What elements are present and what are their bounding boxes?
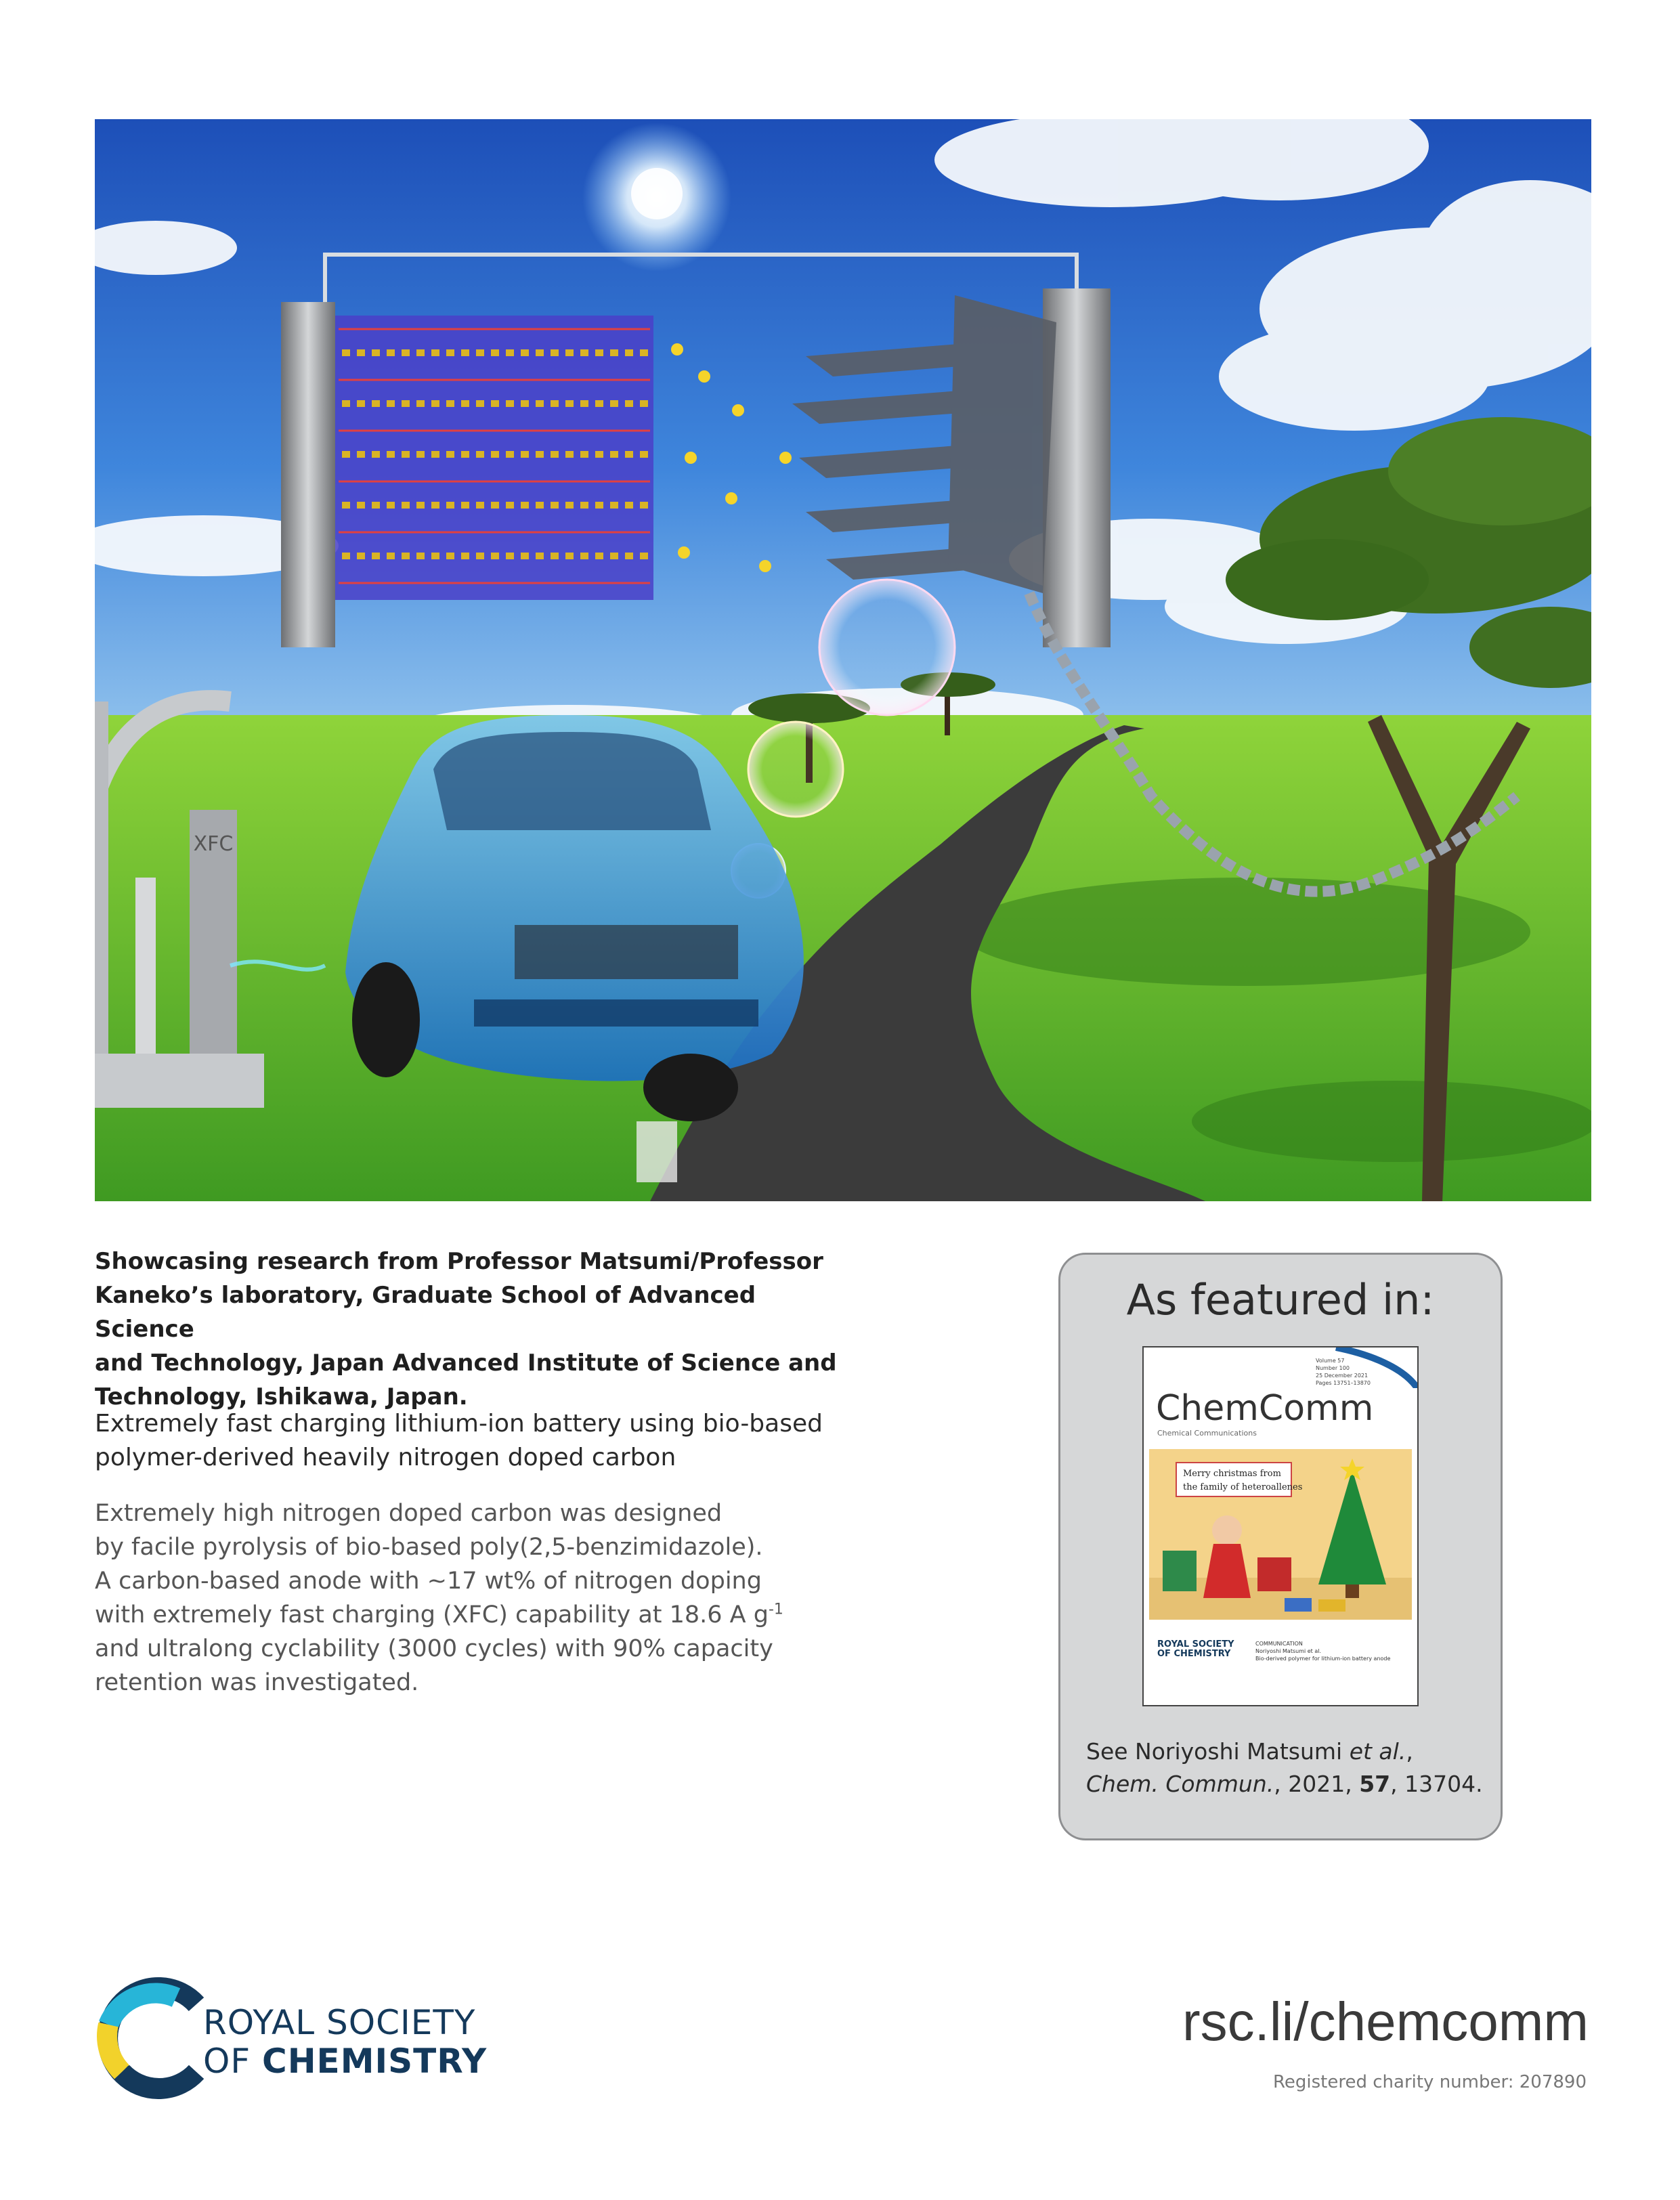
rsc-wordmark-line1: ROYAL SOCIETY [203, 2003, 476, 2042]
anode-pillar [281, 302, 335, 647]
abstract-line: A carbon-based anode with ~17 wt% of nitrogen doping [95, 1568, 762, 1595]
cover-banner-line: the family of heteroallenes [1183, 1482, 1303, 1492]
cover-comm-title: Bio-derived polymer for lithium-ion battery anode [1255, 1656, 1391, 1662]
citation-comma: , [1406, 1738, 1413, 1765]
cover-comm-type: COMMUNICATION [1255, 1641, 1303, 1647]
layered-cathode-structure [335, 316, 653, 600]
cover-journal-name: ChemComm [1156, 1388, 1374, 1429]
cover-issue-meta [1316, 1357, 1397, 1387]
cover-illustration [95, 119, 1591, 1201]
showcase-line: Technology, Ishikawa, Japan. [95, 1383, 468, 1410]
citation [1086, 1735, 1483, 1800]
journal-cover-thumbnail[interactable] [1142, 1346, 1419, 1706]
rsc-wordmark-line2 [203, 2042, 487, 2081]
cover-publisher-line: OF CHEMISTRY [1157, 1649, 1231, 1659]
superscript: -1 [768, 1601, 783, 1618]
cover-meta-line: Volume 57 [1316, 1358, 1345, 1364]
citation-journal: Chem. Commun. [1086, 1771, 1274, 1797]
cover-publisher-line: ROYAL SOCIETY [1157, 1639, 1234, 1649]
abstract-line: by facile pyrolysis of bio-based poly(2,5-benzimidazole). [95, 1534, 763, 1561]
article-title-line: polymer-derived heavily nitrogen doped carbon [95, 1444, 676, 1471]
article-title [95, 1407, 860, 1475]
cover-meta-line: Pages 13751–13870 [1316, 1380, 1371, 1386]
showcase-text [95, 1245, 860, 1414]
battery-car-scene [95, 119, 1591, 1201]
abstract-line [95, 1598, 806, 1632]
rsc-chemistry: CHEMISTRY [262, 2042, 488, 2081]
cover-meta-line: 25 December 2021 [1316, 1373, 1369, 1379]
abstract-line: and ultralong cyclability (3000 cycles) with 90% capacity [95, 1635, 773, 1662]
abstract-line: retention was investigated. [95, 1669, 419, 1696]
citation-pages: , 13704. [1390, 1771, 1483, 1797]
bubble [819, 580, 955, 715]
cover-communication-blurb [1255, 1640, 1404, 1662]
showcase-line: Kaneko’s laboratory, Graduate School of Advanced Science [95, 1282, 756, 1343]
rsc-of: OF [203, 2042, 263, 2081]
cover-journal-subtitle: Chemical Communications [1157, 1429, 1257, 1438]
rsc-logo-icon [95, 1977, 217, 2099]
showcase-line: Showcasing research from Professor Matsumi/Professor [95, 1248, 823, 1275]
cover-banner-line: Merry christmas from [1183, 1469, 1281, 1479]
charity-number: Registered charity number: 207890 [1273, 2072, 1587, 2092]
cover-publisher-logo [1157, 1640, 1234, 1659]
cover-comm-author: Noriyoshi Matsumi et al. [1255, 1648, 1322, 1654]
citation-etal: et al. [1349, 1738, 1406, 1765]
featured-in-card [1058, 1253, 1503, 1840]
citation-see: See Noriyoshi Matsumi [1086, 1738, 1350, 1765]
abstract-text: with extremely fast charging (XFC) capability at 18.6 A g [95, 1601, 769, 1629]
cover-christmas-art [1149, 1449, 1412, 1620]
abstract [95, 1496, 806, 1700]
cover-meta-line: Number 100 [1316, 1365, 1350, 1371]
bubble [748, 722, 843, 817]
article-title-line: Extremely fast charging lithium-ion battery using bio-based [95, 1410, 823, 1438]
citation-year: , 2021, [1274, 1771, 1360, 1797]
journal-url-link[interactable]: rsc.li/chemcomm [1182, 1991, 1589, 2052]
charger-label: XFC [193, 832, 234, 856]
abstract-line: Extremely high nitrogen doped carbon was designed [95, 1500, 723, 1527]
featured-heading: As featured in: [1126, 1275, 1435, 1324]
citation-volume: 57 [1359, 1771, 1391, 1797]
santa-icon [1212, 1515, 1242, 1545]
showcase-line: and Technology, Japan Advanced Institute of Science and [95, 1350, 837, 1377]
